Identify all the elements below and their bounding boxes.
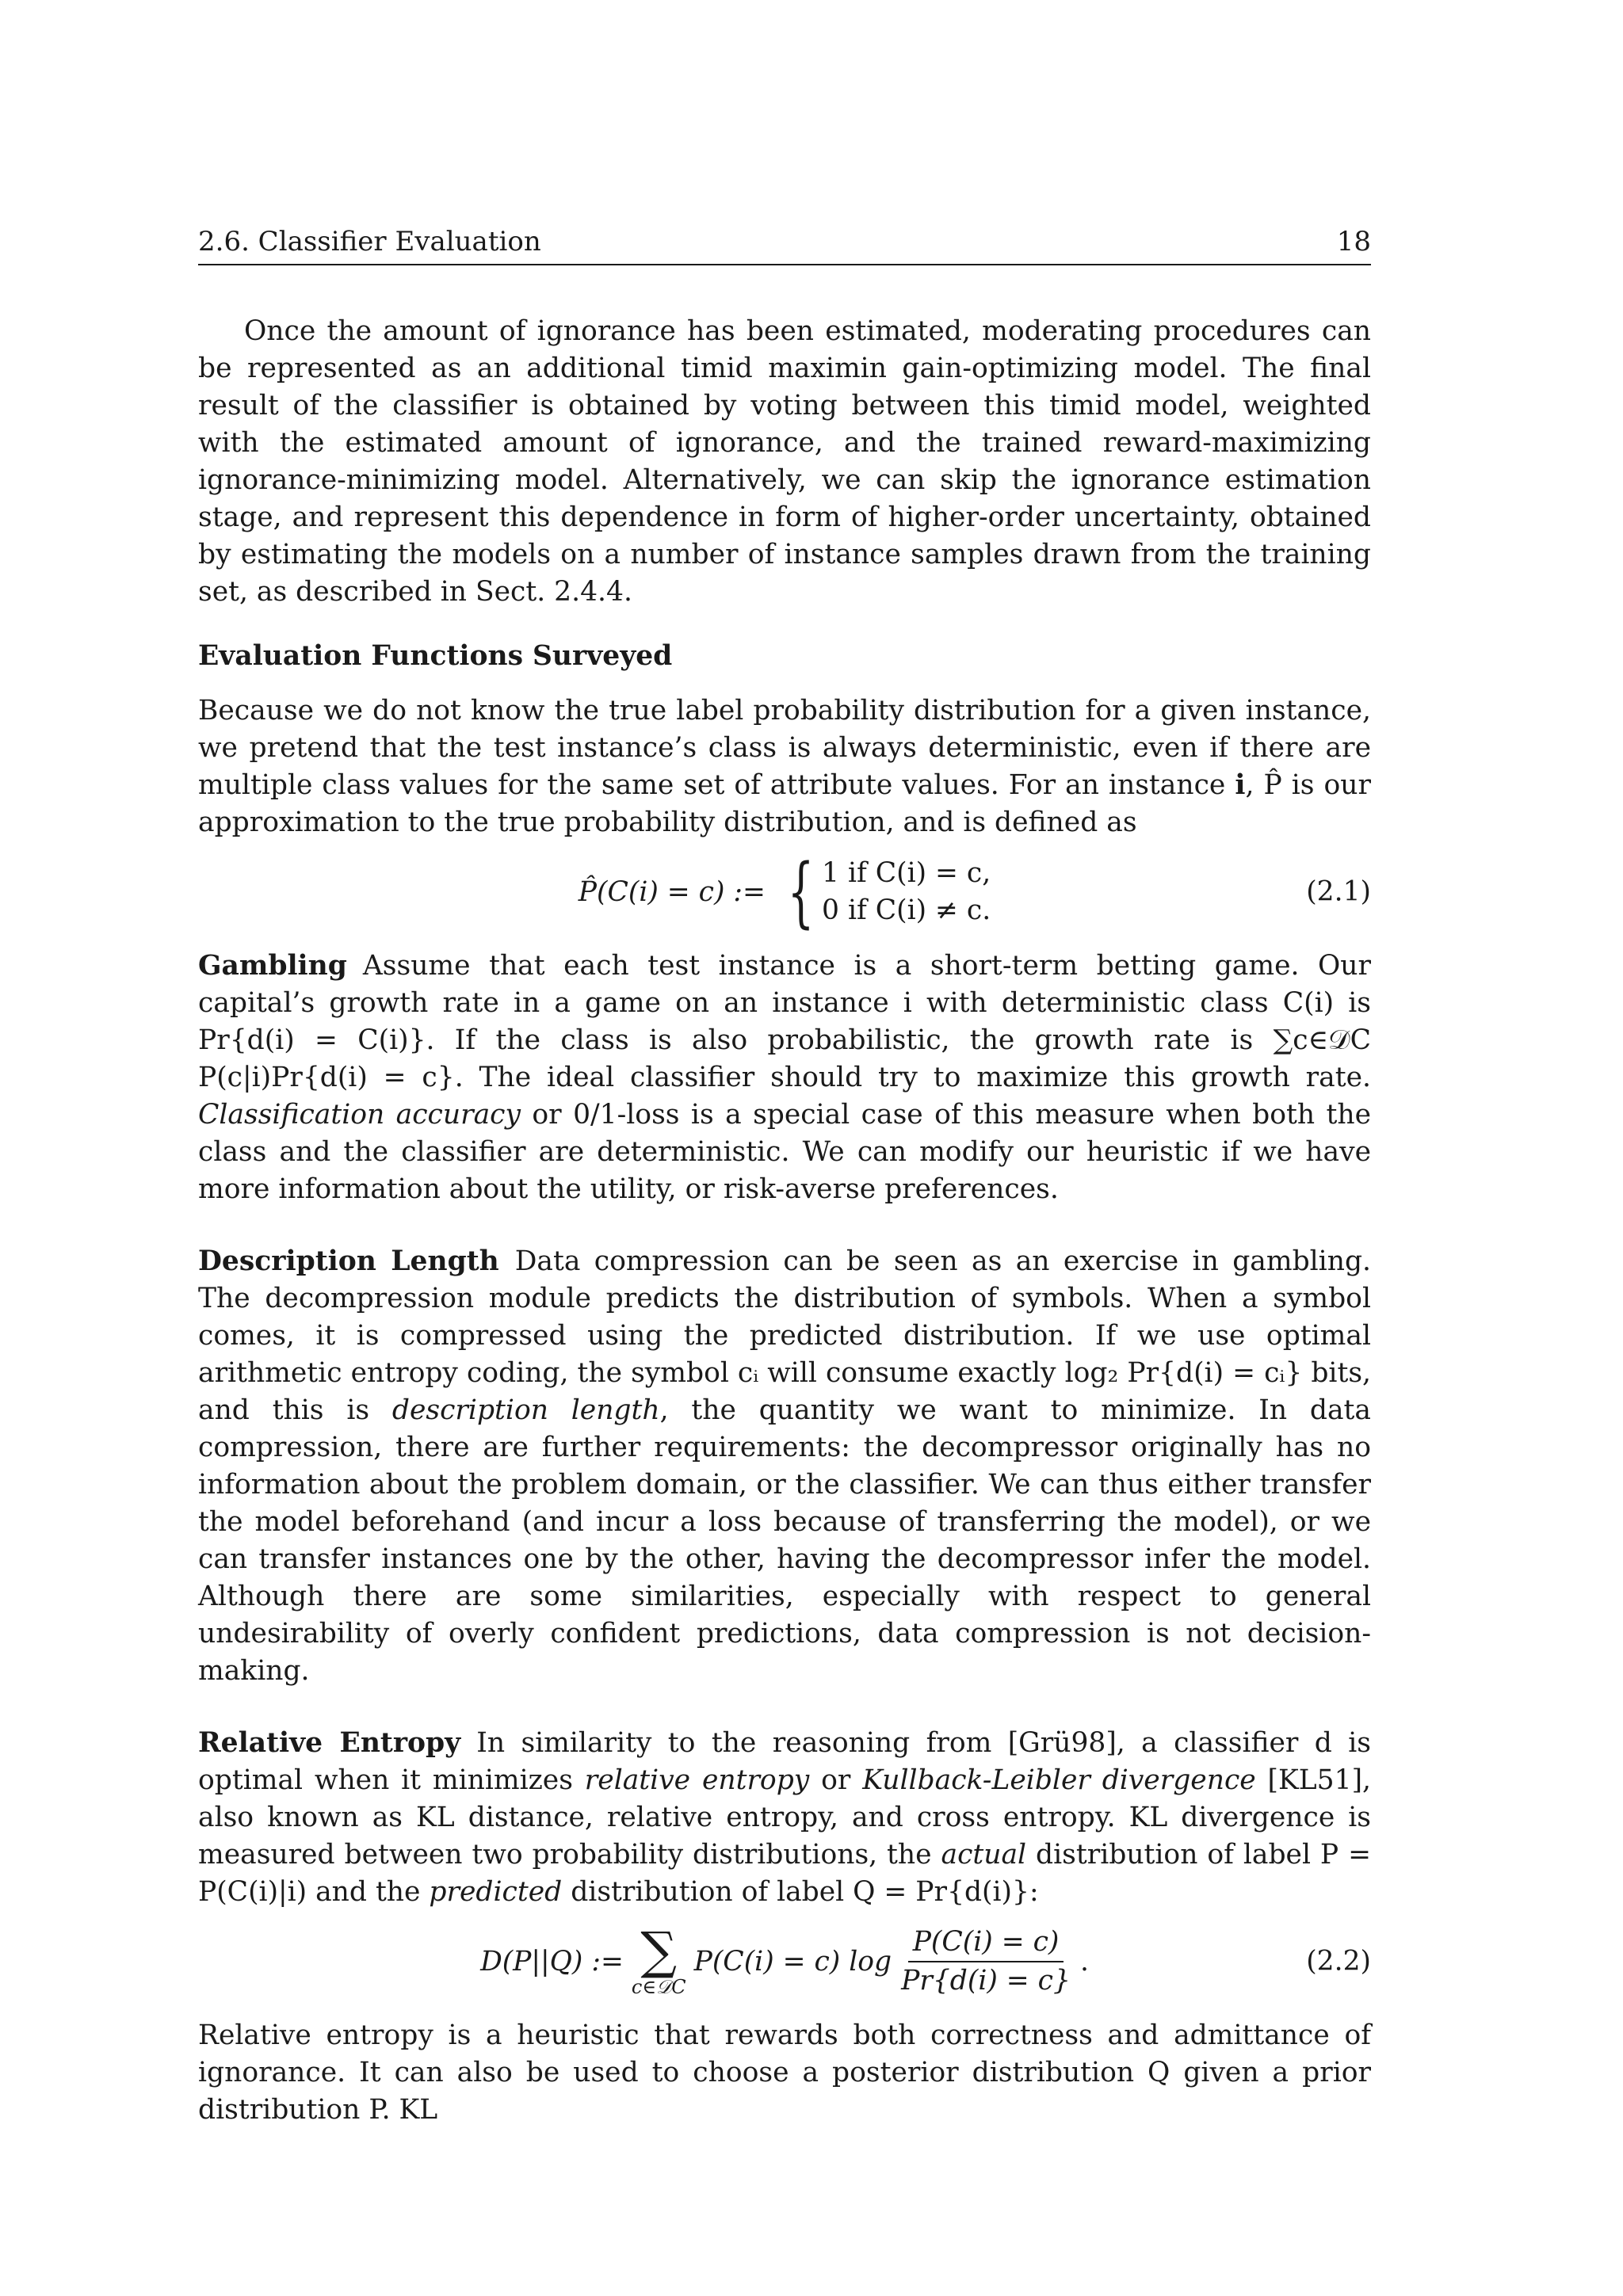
eq2-middle: P(C(i) = c) log: [693, 1945, 892, 1978]
eq2-lhs: D(P||Q) :=: [480, 1945, 624, 1978]
sum-symbol: ∑: [640, 1922, 678, 1981]
paragraph-title-relative-entropy: Relative Entropy: [198, 1727, 461, 1759]
equation-2-1: [198, 848, 1371, 936]
eq1-case-2: 0 if C(i) ≠ c.: [822, 894, 991, 926]
eq2-fraction: [896, 1924, 1075, 2000]
section-title: 2.6. Classifier Evaluation: [198, 226, 541, 257]
paragraph-relative-entropy: Relative Entropy In similarity to the reasoning from [Grü98], a classifier d is optimal when it minimizes relative entropy or Kullback-Leibler divergence [KL51], also known as KL distance, relative entropy, and cross entropy. KL divergence is measured between two probability distributions, the actual distribution of label P = P(C(i)|i) and the predicted distribution of label Q = Pr{d(i)}:: [198, 1727, 1371, 1908]
section-heading: Evaluation Functions Surveyed: [198, 640, 673, 672]
equation-number: (2.1): [1306, 875, 1371, 908]
paragraph-evaluation-intro: Because we do not know the true label probability distribution for a given instance, we pretend that the test instance’s class is always deterministic, even if there are multiple class values for the same set of attribute values. For an instance i, P̂ is our approximation to the true probability distribution, and is defined as: [198, 695, 1371, 838]
paragraph-description-length: Description Length Data compression can be seen as an exercise in gambling. The decompression module predicts the distribution of symbols. When a symbol comes, it is compressed using the predicted distribution. If we use optimal arithmetic entropy coding, the symbol cᵢ will consume exactly log₂ Pr{d(i) = cᵢ} bits, and this is description length, the quantity we want to minimize. In data compression, there are further requirements: the decompressor originally has no information about the problem domain, or the classifier. We can thus either transfer the model beforehand (and incur a loss because of transferring the model), or we can transfer instances one by the other, having the decompressor infer the model. Although there are some similarities, especially with respect to general undesirability of overly confident predictions, data compression is not decision-making.: [198, 1245, 1371, 1687]
paragraph-ignorance: Once the amount of ignorance has been estimated, moderating procedures can be represented as an additional timid maximin gain-optimizing model. The final result of the classifier is obtained by voting between this timid model, weighted with the estimated amount of ignorance, and the trained reward-maximizing ignorance-minimizing model. Alternatively, we can skip the ignorance estimation stage, and represent this dependence in form of higher-order uncertainty, obtained by estimating the models on a number of instance samples drawn from the training set, as described in Sect. 2.4.4.: [198, 315, 1371, 608]
running-head: [198, 226, 1371, 265]
paragraph-relative-entropy-continued: Relative entropy is a heuristic that rewards both correctness and admittance of ignorance. It can also be used to choose a posterior distribution Q given a prior distribution P. KL: [198, 2019, 1371, 2126]
paragraph-gambling: Gambling Assume that each test instance is a short-term betting game. Our capital’s growth rate in a game on an instance i with deterministic class C(i) is Pr{d(i) = C(i)}. If the class is also probabilistic, the growth rate is ∑c∈𝒟C P(c|i)Pr{d(i) = c}. The ideal classifier should try to maximize this growth rate. Classification accuracy or 0/1-loss is a special case of this measure when both the class and the classifier are deterministic. We can modify our heuristic if we have more information about the utility, or risk-averse preferences.: [198, 950, 1371, 1205]
page: [198, 226, 1371, 2129]
eq1-case-1: 1 if C(i) = c,: [822, 857, 991, 889]
paragraph-title-description-length: Description Length: [198, 1245, 499, 1277]
fraction-denominator: Pr{d(i) = c}: [901, 1965, 1071, 1997]
sum-operator: [631, 1922, 686, 1998]
left-brace: {: [787, 848, 815, 936]
paragraph-title-gambling: Gambling: [198, 950, 347, 982]
body-text: [198, 313, 1371, 2129]
fraction-numerator: P(C(i) = c): [908, 1924, 1064, 1962]
eq1-cases: [777, 848, 991, 936]
equation-number: (2.2): [1306, 1945, 1371, 1978]
sum-subscript: c∈𝒟C: [631, 1976, 686, 1998]
page-number: 18: [1336, 226, 1371, 257]
instance-symbol: i: [1235, 769, 1246, 801]
equation-2-2: D(P||Q) := ∑ c∈𝒟C P(C(i) = c) log $\frac{P(C(i) = c)}{Pr\{d(i) = c\}}$ . (2.2): [480, 1922, 1371, 1998]
eq1-lhs: P̂(C(i) = c) :=: [578, 875, 766, 908]
